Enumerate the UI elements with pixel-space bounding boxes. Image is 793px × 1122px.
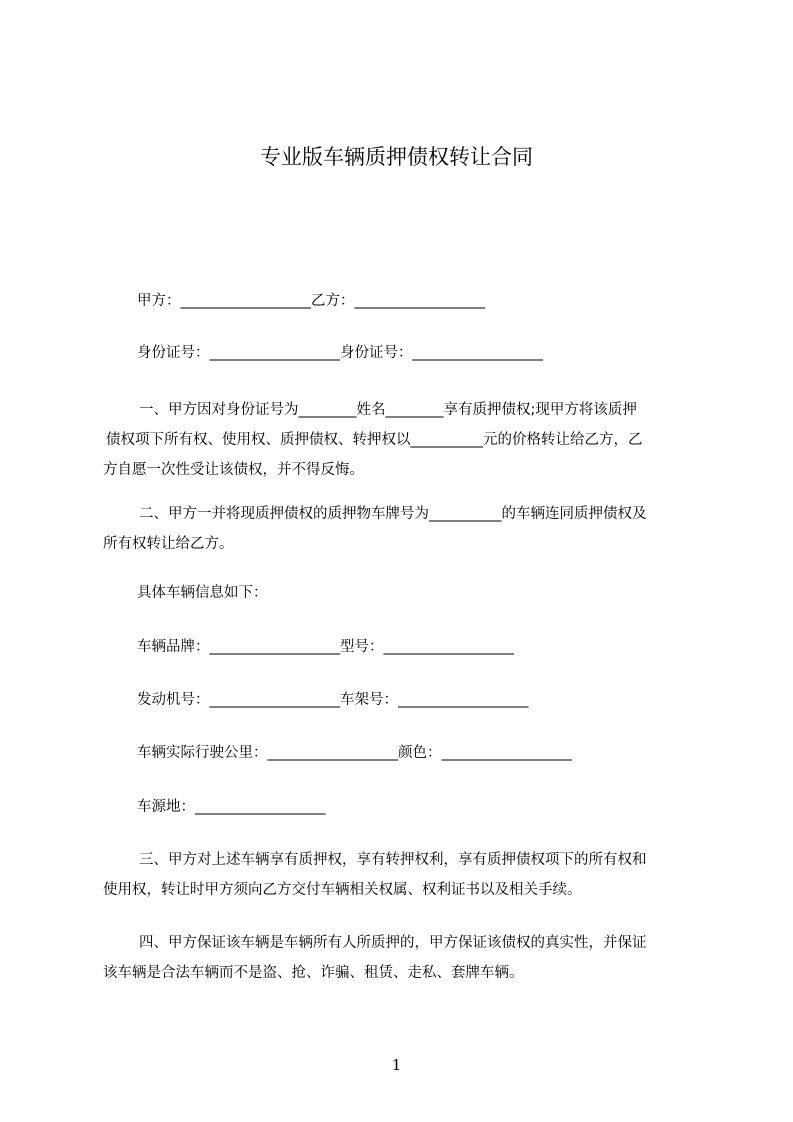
clause-2-line-1: 二、甲方一并将现质押债权的质押物车牌号为__________的车辆连同质押债权及 [139, 506, 647, 522]
clause-1-line-1: 一、甲方因对身份证号为________姓名________享有质押债权;现甲方将该质押 [139, 402, 637, 418]
document-title: 专业版车辆质押债权转让合同 [260, 145, 533, 169]
vehicle-info-heading: 具体车辆信息如下： [137, 585, 268, 601]
clause-4-line-1: 四、甲方保证该车辆是车辆所有人所质押的，甲方保证该债权的真实性，并保证 [139, 935, 647, 951]
mileage-color-line: 车辆实际行驶公里：__________________颜色：__________________ [137, 745, 572, 761]
clause-4-line-2: 该车辆是合法车辆而不是盗、抢、诈骗、租赁、走私、套牌车辆。 [103, 965, 524, 981]
page-number: 1 [391, 1056, 402, 1074]
clause-4 [103, 928, 703, 988]
clause-1-line-3: 方自愿一次性受让该债权，并不得反悔。 [103, 462, 364, 478]
clause-3-line-1: 三、甲方对上述车辆享有质押权，享有转押权利，享有质押债权项下的所有权和 [139, 852, 647, 868]
origin-line: 车源地：__________________ [137, 799, 326, 815]
clause-1 [103, 395, 703, 485]
clause-1-line-2: 债权项下所有权、使用权、质押债权、转押权以__________元的价格转让给乙方，乙 [106, 432, 643, 448]
clause-3-line-2: 使用权，转让时甲方须向乙方交付车辆相关权属、权利证书以及相关手续。 [103, 882, 582, 898]
id-numbers-line: 身份证号：__________________身份证号：__________________ [137, 345, 543, 361]
parties-line: 甲方：__________________乙方：__________________ [137, 293, 485, 309]
engine-frame-line: 发动机号：__________________车架号：__________________ [137, 692, 529, 708]
clause-3 [103, 845, 703, 905]
clause-2 [103, 499, 703, 559]
clause-2-line-2: 所有权转让给乙方。 [103, 536, 234, 552]
brand-model-line: 车辆品牌：__________________型号：__________________ [137, 639, 514, 655]
